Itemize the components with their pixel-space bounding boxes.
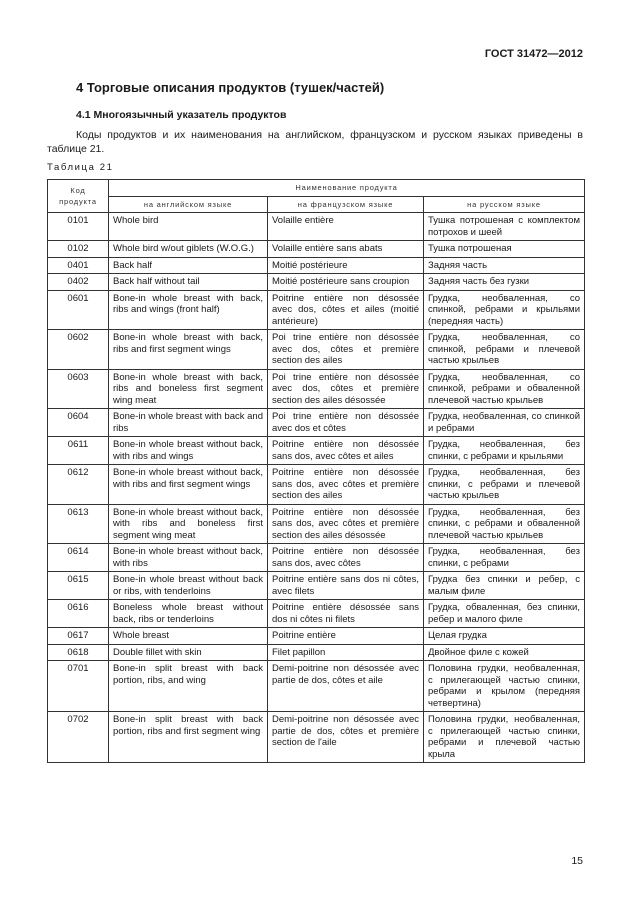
cell-russian: Грудка, необваленная, без спинки, с ребрами bbox=[424, 544, 585, 572]
table-row bbox=[48, 257, 585, 274]
subsection-title: 4.1 Многоязычный указатель продуктов bbox=[76, 109, 287, 121]
cell-french: Poitrine entière bbox=[268, 628, 424, 645]
standard-number: ГОСТ 31472—2012 bbox=[484, 48, 583, 60]
cell-code: 0612 bbox=[48, 465, 109, 505]
cell-english: Bone-in whole breast with back, ribs and boneless first segment wing meat bbox=[109, 369, 268, 409]
cell-french: Demi-poitrine non désossée avec partie de dos, côtes et première section de l'aile bbox=[268, 712, 424, 763]
table-row bbox=[48, 409, 585, 437]
cell-english: Bone-in split breast with back portion, ribs, and wing bbox=[109, 661, 268, 712]
cell-code: 0614 bbox=[48, 544, 109, 572]
cell-code: 0101 bbox=[48, 213, 109, 241]
cell-russian: Грудка, необваленная, без спинки, с ребрами и крыльями bbox=[424, 437, 585, 465]
cell-russian: Грудка без спинки и ребер, с малым филе bbox=[424, 572, 585, 600]
table-row bbox=[48, 290, 585, 330]
cell-english: Whole bird w/out giblets (W.O.G.) bbox=[109, 241, 268, 258]
cell-french: Poitrine entière non désossée sans dos, avec côtes et première section des ailes désossée bbox=[268, 504, 424, 544]
cell-english: Bone-in whole breast without back, with ribs and first segment wings bbox=[109, 465, 268, 505]
table-row bbox=[48, 369, 585, 409]
cell-french: Demi-poitrine non désossée avec partie de dos, côtes et aile bbox=[268, 661, 424, 712]
cell-english: Bone-in whole breast with back, ribs and first segment wings bbox=[109, 330, 268, 370]
table-row bbox=[48, 437, 585, 465]
cell-english: Bone-in split breast with back portion, ribs and first segment wing bbox=[109, 712, 268, 763]
header-name-group: Наименование продукта bbox=[109, 180, 585, 197]
cell-code: 0604 bbox=[48, 409, 109, 437]
cell-french: Volaille entière bbox=[268, 213, 424, 241]
cell-russian: Грудка, необваленная, со спинкой, ребрами и обваленной плечевой частью крыльев bbox=[424, 369, 585, 409]
cell-code: 0601 bbox=[48, 290, 109, 330]
cell-russian: Грудка, необваленная, без спинки, с ребрами и обваленной плечевой частью крыльев bbox=[424, 504, 585, 544]
cell-french: Filet papillon bbox=[268, 644, 424, 661]
table-row bbox=[48, 600, 585, 628]
table-row bbox=[48, 712, 585, 763]
cell-french: Moitié postérieure sans croupion bbox=[268, 274, 424, 291]
page-number: 15 bbox=[571, 855, 583, 867]
header-code: Код продукта bbox=[48, 180, 109, 213]
cell-russian: Половина грудки, необваленная, с прилегающей частью спинки, ребрами и плечевой частью крыла bbox=[424, 712, 585, 763]
cell-russian: Задняя часть bbox=[424, 257, 585, 274]
cell-code: 0701 bbox=[48, 661, 109, 712]
table-row bbox=[48, 330, 585, 370]
table-row bbox=[48, 213, 585, 241]
cell-french: Volaille entière sans abats bbox=[268, 241, 424, 258]
cell-code: 0615 bbox=[48, 572, 109, 600]
cell-code: 0618 bbox=[48, 644, 109, 661]
header-english: на английском языке bbox=[109, 196, 268, 213]
cell-code: 0603 bbox=[48, 369, 109, 409]
cell-french: Poitrine entière non désossée avec dos, côtes et ailes (moitié antérieure) bbox=[268, 290, 424, 330]
cell-russian: Грудка, необваленная, со спинкой, ребрами и крыльями (передняя часть) bbox=[424, 290, 585, 330]
cell-code: 0617 bbox=[48, 628, 109, 645]
cell-code: 0611 bbox=[48, 437, 109, 465]
cell-russian: Задняя часть без гузки bbox=[424, 274, 585, 291]
header-french: на французском языке bbox=[268, 196, 424, 213]
cell-english: Whole bird bbox=[109, 213, 268, 241]
cell-french: Moitié postérieure bbox=[268, 257, 424, 274]
section-title: 4 Торговые описания продуктов (тушек/частей) bbox=[76, 80, 385, 95]
cell-english: Double fillet with skin bbox=[109, 644, 268, 661]
table-row bbox=[48, 644, 585, 661]
cell-french: Poitrine entière non désossée sans dos, avec côtes bbox=[268, 544, 424, 572]
cell-english: Back half bbox=[109, 257, 268, 274]
products-table bbox=[47, 179, 585, 763]
cell-russian: Двойное филе с кожей bbox=[424, 644, 585, 661]
table-caption: Таблица 21 bbox=[47, 162, 114, 173]
cell-french: Poitrine entière non désossée sans dos, avec côtes et première section des ailes bbox=[268, 465, 424, 505]
intro-paragraph: Коды продуктов и их наименования на английском, французском и русском языках приведены в таблице 21. bbox=[47, 129, 583, 155]
table-row bbox=[48, 661, 585, 712]
cell-french: Poitrine entière désossée sans dos ni côtes ni filets bbox=[268, 600, 424, 628]
table-row bbox=[48, 572, 585, 600]
cell-english: Bone-in whole breast without back, with ribs and wings bbox=[109, 437, 268, 465]
table-row bbox=[48, 274, 585, 291]
header-russian: на русском языке bbox=[424, 196, 585, 213]
cell-russian: Половина грудки, необваленная, с прилегающей частью спинки, ребрами и крылом (передняя четвертина) bbox=[424, 661, 585, 712]
cell-english: Bone-in whole breast with back, ribs and wings (front half) bbox=[109, 290, 268, 330]
cell-russian: Грудка, необваленная, без спинки, с ребрами и плечевой частью крыльев bbox=[424, 465, 585, 505]
cell-code: 0102 bbox=[48, 241, 109, 258]
cell-russian: Тушка потрошеная bbox=[424, 241, 585, 258]
table-row bbox=[48, 628, 585, 645]
cell-code: 0702 bbox=[48, 712, 109, 763]
cell-russian: Грудка, обваленная, без спинки, ребер и малого филе bbox=[424, 600, 585, 628]
cell-russian: Грудка, необваленная, со спинкой, ребрами и плечевой частью крыльев bbox=[424, 330, 585, 370]
cell-russian: Тушка потрошеная с комплектом потрохов и шеей bbox=[424, 213, 585, 241]
cell-code: 0402 bbox=[48, 274, 109, 291]
cell-french: Poi trine entière non désossée avec dos, côtes et première section des ailes bbox=[268, 330, 424, 370]
cell-french: Poi trine entière non désossée avec dos et côtes bbox=[268, 409, 424, 437]
cell-english: Whole breast bbox=[109, 628, 268, 645]
cell-english: Bone-in whole breast with back and ribs bbox=[109, 409, 268, 437]
cell-english: Back half without tail bbox=[109, 274, 268, 291]
table-row bbox=[48, 241, 585, 258]
cell-french: Poitrine entière sans dos ni côtes, avec filets bbox=[268, 572, 424, 600]
cell-code: 0602 bbox=[48, 330, 109, 370]
cell-russian: Грудка, необваленная, со спинкой и ребрами bbox=[424, 409, 585, 437]
cell-english: Bone-in whole breast without back, with ribs bbox=[109, 544, 268, 572]
cell-english: Bone-in whole breast without back or ribs, with tenderloins bbox=[109, 572, 268, 600]
table-row bbox=[48, 544, 585, 572]
cell-french: Poitrine entière non désossée sans dos, avec côtes et ailes bbox=[268, 437, 424, 465]
table-row bbox=[48, 465, 585, 505]
cell-french: Poi trine entière non désossée avec dos, côtes et première section des ailes désossée bbox=[268, 369, 424, 409]
cell-code: 0401 bbox=[48, 257, 109, 274]
cell-russian: Целая грудка bbox=[424, 628, 585, 645]
cell-code: 0613 bbox=[48, 504, 109, 544]
cell-code: 0616 bbox=[48, 600, 109, 628]
table-row bbox=[48, 504, 585, 544]
cell-english: Boneless whole breast without back, ribs or tenderloins bbox=[109, 600, 268, 628]
cell-english: Bone-in whole breast without back, with ribs and boneless first segment wing meat bbox=[109, 504, 268, 544]
